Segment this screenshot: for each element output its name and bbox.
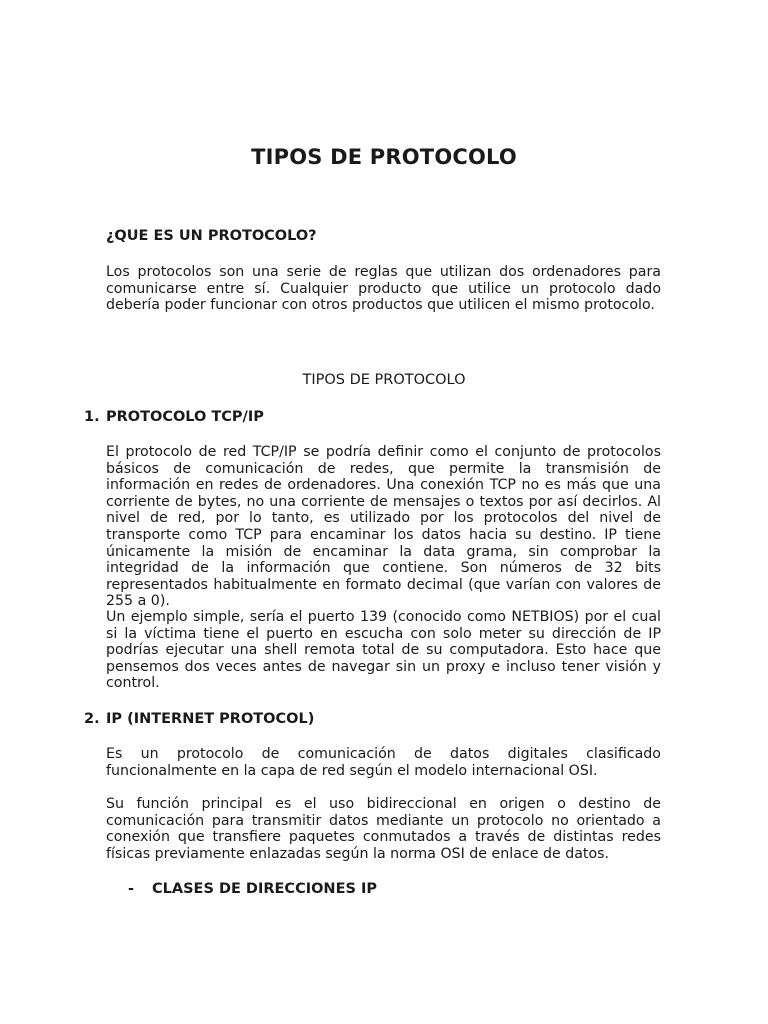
document-title: TIPOS DE PROTOCOLO <box>251 145 517 169</box>
section-2-number: 2. <box>84 711 100 727</box>
intro-paragraph: Los protocolos son una serie de reglas que utilizan dos ordenadores para comunicarse entre sí. Cualquier producto que utilice un protocolo dado debería poder funcionar con otros productos que utilicen el mismo protocolo. <box>106 264 661 314</box>
section-1-title: PROTOCOLO TCP/IP <box>106 409 264 425</box>
bullet-item <box>128 881 377 897</box>
section-heading: TIPOS DE PROTOCOLO <box>302 372 466 388</box>
section-1-heading <box>84 409 264 425</box>
section-1-paragraph-1: El protocolo de red TCP/IP se podría definir como el conjunto de protocolos básicos de comunicación de redes, que permite la transmisión de información en redes de ordenadores. Una conexión TCP no es más que una corriente de bytes, no una corriente de mensajes o textos por así decirlos. Al nivel de red, por lo tanto, es utilizado por los protocolos del nivel de transporte como TCP para encaminar los datos hacia su destino. IP tiene únicamente la misión de encaminar la data grama, sin comprobar la integridad de la información que contiene. Son números de 32 bits representados habitualmente en formato decimal (que varían con valores de 255 a 0). <box>106 444 661 610</box>
bullet-marker: - <box>128 881 135 897</box>
section-2-paragraph-2: Su función principal es el uso bidireccional en origen o destino de comunicación para transmitir datos mediante un protocolo no orientado a conexión que transfiere paquetes conmutados a través de distintas redes físicas previamente enlazadas según la norma OSI de enlace de datos. <box>106 796 661 862</box>
section-2-heading <box>84 711 314 727</box>
bullet-text: CLASES DE DIRECCIONES IP <box>152 881 377 897</box>
section-1-number: 1. <box>84 409 100 425</box>
question-heading: ¿QUE ES UN PROTOCOLO? <box>106 228 317 244</box>
section-2-title: IP (INTERNET PROTOCOL) <box>106 711 315 727</box>
section-1-paragraph-2: Un ejemplo simple, sería el puerto 139 (conocido como NETBIOS) por el cual si la víctima tiene el puerto en escucha con solo meter su dirección de IP podrías ejecutar una shell remota total de su computadora. Esto hace que pensemos dos veces antes de navegar sin un proxy e incluso tener visión y control. <box>106 609 661 692</box>
section-2-paragraph-1: Es un protocolo de comunicación de datos digitales clasificado funcionalmente en la capa de red según el modelo internacional OSI. <box>106 746 661 779</box>
